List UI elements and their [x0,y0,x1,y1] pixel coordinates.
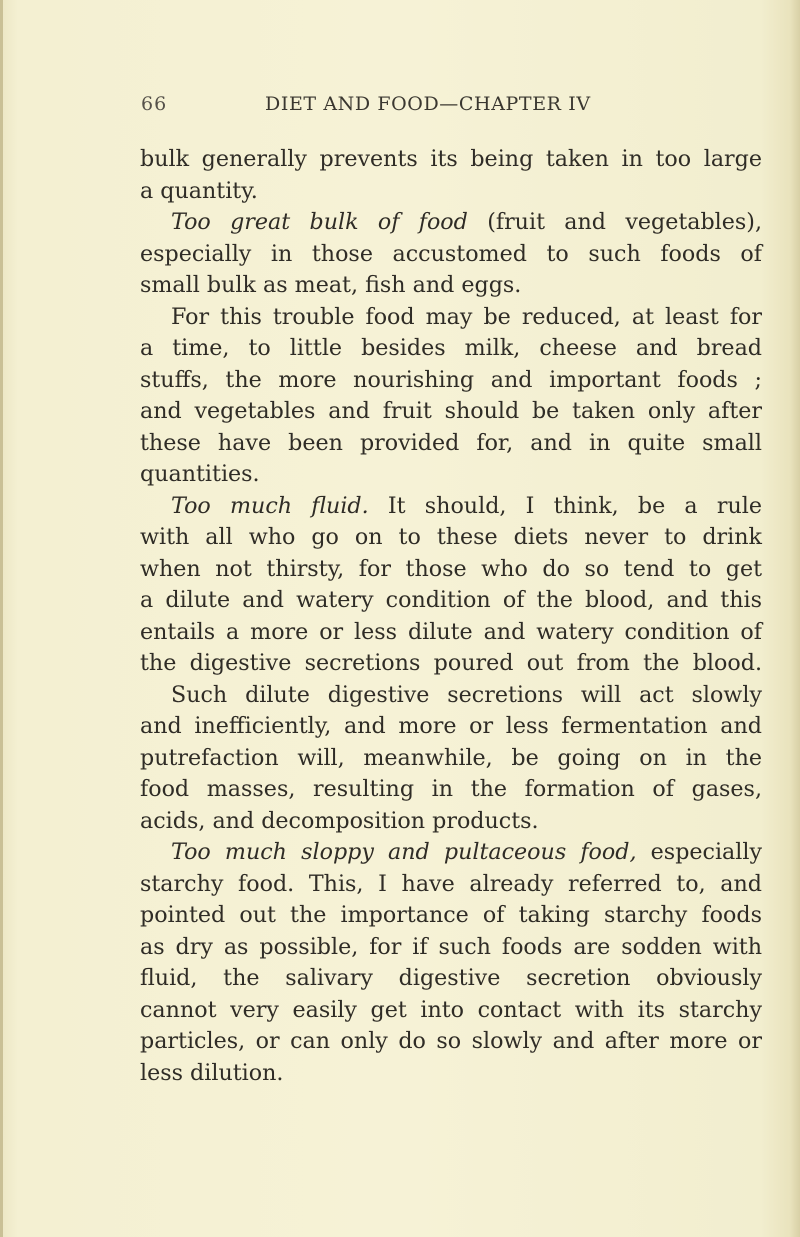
text-line: and inefficiently, and more or less fermentation and [140,713,762,739]
text-line: a time, to little besides milk, cheese and bread [140,335,762,361]
paragraph-line [140,837,762,869]
text-line: especially in those accustomed to such foods of [140,240,762,267]
text-line: a quantity. [140,177,258,204]
italic-heading: Too much sloppy and pultaceous food, [171,839,637,865]
text-line: starchy food. This, I have already referred to, and [140,870,762,897]
text-line: the digestive secretions poured out from the blood. [140,650,762,676]
text-line: particles, or can only do so slowly and after more or [140,1028,762,1054]
text-line: acids, and decomposition products. [140,807,539,834]
page-edge [0,0,3,1237]
text-line: bulk generally prevents its being taken in too large [140,146,762,172]
text-line: entails a more or less dilute and watery condition of [140,618,762,645]
text-run: (fruit and vegetables), [487,209,762,235]
text-line: food masses, resulting in the formation of gases, [140,776,762,802]
text-line: Such dilute digestive secretions will act slowly [171,681,762,708]
text-run: especially [650,839,762,865]
text-line: For this trouble food may be reduced, at least for [171,303,762,330]
chapter-header: DIET AND FOOD—CHAPTER IV [265,93,591,115]
text-line: a dilute and watery condition of the blood, and this [140,587,762,613]
text-line: these have been provided for, and in quite small [140,429,762,456]
italic-heading: Too great bulk of food [171,209,468,235]
text-line: small bulk as meat, fish and eggs. [140,272,522,298]
text-line: less dilution. [140,1059,284,1086]
paragraph-line [140,207,762,239]
text-line: stuffs, the more nourishing and important foods ; [140,366,762,393]
text-line: and vegetables and fruit should be taken only after [140,398,762,424]
running-head [0,93,800,123]
body-text [140,144,780,1089]
text-line: pointed out the importance of taking starchy foods [140,902,762,928]
text-run: It should, I think, be a rule [387,492,762,519]
text-line: with all who go on to these diets never to drink [140,524,762,550]
text-line: putrefaction will, meanwhile, be going on in the [140,744,762,771]
italic-heading: Too much fluid. [171,492,369,519]
text-line: quantities. [140,461,260,487]
paragraph-line [140,491,762,523]
text-line: when not thirsty, for those who do so tend to get [140,555,762,582]
page-number: 66 [141,93,168,115]
text-line: cannot very easily get into contact with its starchy [140,996,762,1023]
text-line: as dry as possible, for if such foods are sodden with [140,933,762,960]
text-line: fluid, the salivary digestive secretion obviously [140,965,762,991]
